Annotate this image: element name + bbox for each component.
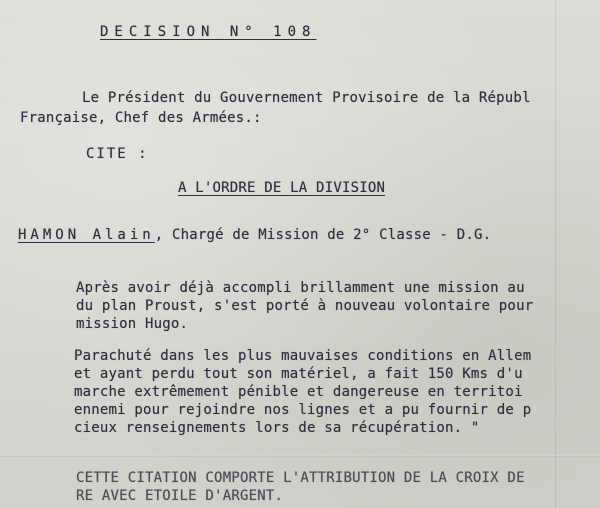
paragraph1-line-2: du plan Proust, s'est porté à nouveau volontaire pour	[76, 298, 534, 314]
intro-line-2: Française, Chef des Armées.:	[20, 110, 262, 126]
person-line	[18, 227, 491, 244]
paper-crease-vertical	[555, 0, 557, 508]
paragraph1-line-1: Après avoir déjà accompli brillamment une mission au	[76, 280, 525, 296]
paragraph2-line-1: Parachuté dans les plus mauvaises conditions en Allem	[74, 348, 532, 364]
paragraph2-line-4: ennemi pour rejoindre nos lignes et a pu fournir de p	[74, 402, 532, 418]
closing-line-1: CETTE CITATION COMPORTE L'ATTRIBUTION DE LA CROIX DE	[76, 470, 525, 486]
paragraph2-line-5: cieux renseignements lors de sa récupération. "	[74, 420, 480, 436]
paragraph2-line-3: marche extrêmement pénible et dangereuse en territoi	[74, 384, 523, 400]
person-role: , Chargé de Mission de 2° Classe - D.G.	[154, 227, 492, 243]
paragraph1-line-3: mission Hugo.	[76, 316, 189, 332]
document-title: DECISION N° 108	[100, 24, 317, 40]
paragraph2-line-2: et ayant perdu tout son matériel, a fait 150 Kms d'u	[74, 366, 523, 382]
person-name: HAMON Alain	[18, 227, 155, 243]
cite-label: CITE :	[86, 146, 149, 162]
intro-line-1: Le Président du Gouvernement Provisoire de la Républ	[82, 90, 531, 106]
order-heading: A L'ORDRE DE LA DIVISION	[178, 180, 386, 196]
closing-line-2: RE AVEC ETOILE D'ARGENT.	[76, 488, 284, 504]
paper-crease-horizontal	[0, 455, 600, 457]
